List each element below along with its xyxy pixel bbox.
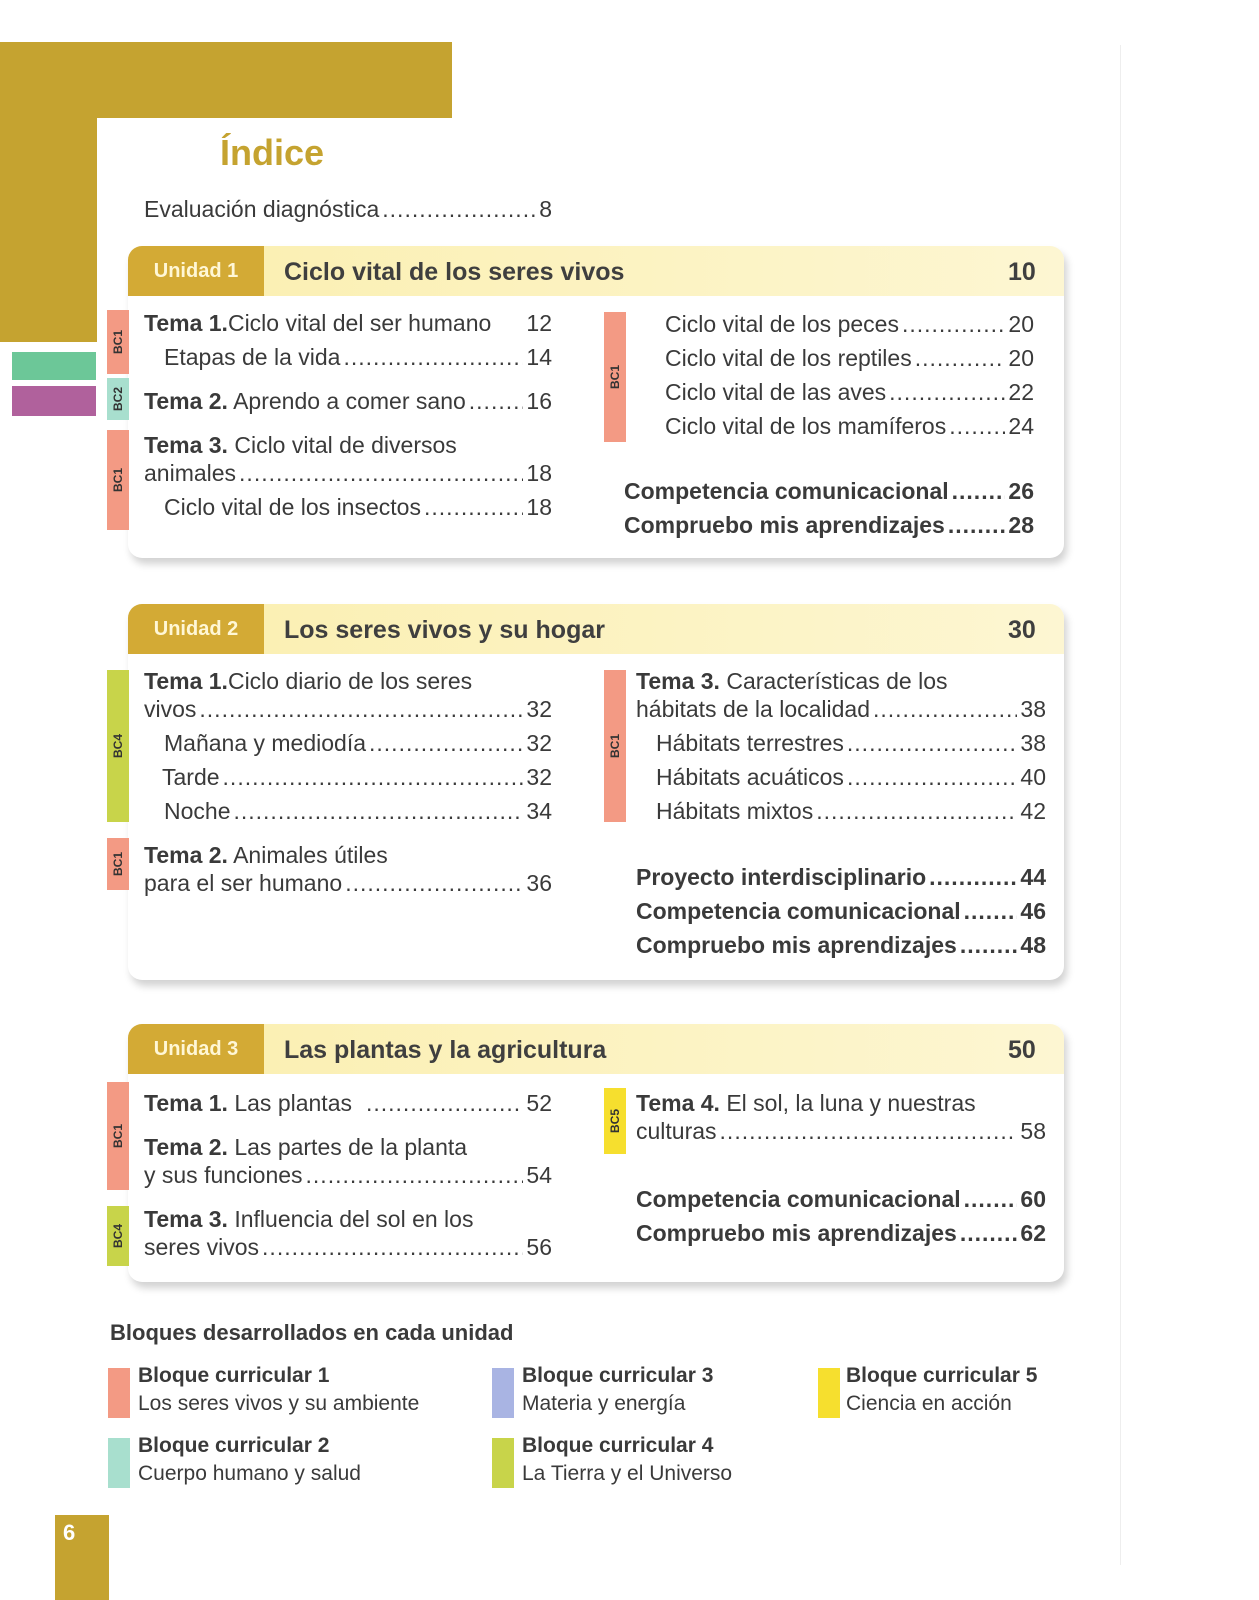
leader-dots bbox=[369, 730, 523, 757]
legend-swatch-bc4 bbox=[492, 1438, 514, 1488]
toc-entry-page: 56 bbox=[526, 1234, 552, 1260]
toc-entry-u1-insectos[interactable] bbox=[164, 494, 552, 521]
toc-entry-label: culturas bbox=[636, 1118, 717, 1144]
legend-name-bc3: Bloque curricular 3 bbox=[522, 1364, 714, 1387]
toc-entry-page: 46 bbox=[1020, 898, 1046, 924]
toc-entry-u1-mamiferos[interactable] bbox=[665, 413, 1034, 440]
toc-entry-u2-proyecto[interactable] bbox=[636, 864, 1046, 891]
leader-dots bbox=[847, 730, 1018, 757]
leader-dots bbox=[424, 494, 523, 521]
bc2-tag bbox=[107, 378, 129, 420]
legend-swatch-bc5 bbox=[818, 1368, 840, 1418]
leader-dots bbox=[343, 344, 523, 371]
tema-title: Animales útiles bbox=[233, 842, 388, 868]
toc-entry-u1-tema2[interactable] bbox=[144, 388, 552, 415]
toc-entry-label: Compruebo mis aprendizajes bbox=[624, 512, 945, 538]
toc-entry-label: Hábitats mixtos bbox=[656, 798, 814, 824]
toc-entry-u3-competencia[interactable] bbox=[636, 1186, 1046, 1213]
leader-dots bbox=[929, 864, 1017, 891]
tema-number: Tema 2. bbox=[144, 1134, 228, 1160]
decorative-green-strip bbox=[12, 352, 96, 380]
tema-number: Tema 3. bbox=[144, 432, 228, 458]
leader-dots bbox=[199, 696, 523, 723]
unit-3-page: 50 bbox=[1008, 1036, 1036, 1064]
unit-3-tag: Unidad 3 bbox=[128, 1024, 264, 1074]
leader-dots bbox=[949, 413, 1005, 440]
toc-entry-label: Etapas de la vida bbox=[164, 344, 341, 370]
bc-label: BC2 bbox=[111, 386, 125, 412]
tema-title: Las partes de la planta bbox=[234, 1134, 468, 1160]
toc-entry-page: 26 bbox=[1008, 478, 1034, 504]
decorative-gold-band-left bbox=[0, 42, 97, 342]
bc-label: BC1 bbox=[111, 1123, 125, 1149]
page-number: 6 bbox=[63, 1520, 76, 1545]
toc-entry-page: 16 bbox=[526, 388, 552, 414]
toc-entry-page: 32 bbox=[526, 764, 552, 790]
tema-title: El sol, la luna y nuestras bbox=[726, 1090, 976, 1116]
legend-swatch-bc2 bbox=[108, 1438, 130, 1488]
tema-title: Influencia del sol en los bbox=[234, 1206, 474, 1232]
tema-number: Tema 1. bbox=[144, 310, 228, 336]
toc-entry-label: Competencia comunicacional bbox=[624, 478, 949, 504]
toc-entry-u1-reptiles[interactable] bbox=[665, 345, 1034, 372]
toc-entry-u3-culturas[interactable] bbox=[636, 1118, 1046, 1145]
unit-1-title: Ciclo vital de los seres vivos bbox=[284, 258, 625, 286]
tema-number: Tema 3. bbox=[144, 1206, 228, 1232]
toc-entry-u2-compruebo[interactable] bbox=[636, 932, 1046, 959]
toc-entry-page: 36 bbox=[526, 870, 552, 896]
toc-entry-label: seres vivos bbox=[144, 1234, 260, 1260]
tema-title: Ciclo diario de los seres bbox=[227, 668, 473, 694]
toc-entry-u2-vivos[interactable] bbox=[144, 696, 552, 723]
toc-entry-u3-compruebo[interactable] bbox=[636, 1220, 1046, 1247]
toc-entry-label: Hábitats acuáticos bbox=[656, 764, 844, 790]
leader-dots bbox=[306, 1162, 524, 1189]
toc-entry-label: Tarde bbox=[162, 764, 220, 790]
leader-dots bbox=[262, 1234, 523, 1261]
legend-swatch-bc1 bbox=[108, 1368, 130, 1418]
toc-entry-u1-competencia[interactable] bbox=[624, 478, 1034, 505]
toc-entry-label: hábitats de la localidad bbox=[636, 696, 870, 722]
legend-title: Bloques desarrollados en cada unidad bbox=[110, 1320, 514, 1345]
toc-entry-u1-tema1[interactable] bbox=[144, 310, 552, 337]
toc-entry-u2-competencia[interactable] bbox=[636, 898, 1046, 925]
toc-entry-label: Compruebo mis aprendizajes bbox=[636, 932, 957, 958]
toc-entry-page: 62 bbox=[1020, 1220, 1046, 1246]
toc-entry-page: 44 bbox=[1020, 864, 1046, 890]
toc-entry-label: vivos bbox=[144, 696, 197, 722]
toc-entry-u2-habitats[interactable] bbox=[636, 696, 1046, 723]
leader-dots bbox=[964, 1186, 1018, 1213]
toc-entry-evaluacion[interactable] bbox=[144, 196, 552, 223]
toc-entry-u2-terrestres[interactable] bbox=[656, 730, 1046, 757]
toc-entry-label: Competencia comunicacional bbox=[636, 898, 961, 924]
toc-entry-page: 18 bbox=[526, 460, 552, 486]
toc-entry-u3-funciones[interactable] bbox=[144, 1162, 552, 1189]
bc4-tag bbox=[107, 1206, 129, 1266]
toc-entry-page: 58 bbox=[1020, 1118, 1046, 1144]
bc1-tag bbox=[107, 1082, 129, 1190]
toc-entry-label: Ciclo vital de los insectos bbox=[164, 494, 421, 520]
legend-desc-bc1: Los seres vivos y su ambiente bbox=[138, 1392, 420, 1415]
toc-entry-u3-tema2[interactable] bbox=[144, 1134, 467, 1161]
tema-number: Tema 2. bbox=[144, 842, 228, 868]
toc-entry-page: 12 bbox=[526, 310, 552, 336]
leader-dots bbox=[345, 870, 523, 897]
bc1-tag bbox=[107, 310, 129, 374]
leader-dots bbox=[960, 932, 1018, 959]
toc-entry-label: Compruebo mis aprendizajes bbox=[636, 1220, 957, 1246]
toc-entry-u2-mixtos[interactable] bbox=[656, 798, 1046, 825]
leader-dots bbox=[366, 1090, 523, 1117]
unit-2-title: Los seres vivos y su hogar bbox=[284, 616, 605, 644]
leader-dots bbox=[239, 460, 523, 487]
toc-entry-u1-compruebo[interactable] bbox=[624, 512, 1034, 539]
bc-label: BC1 bbox=[111, 851, 125, 877]
toc-entry-page: 24 bbox=[1008, 413, 1034, 439]
toc-entry-u3-tema1[interactable] bbox=[144, 1090, 552, 1117]
leader-dots bbox=[873, 696, 1017, 723]
toc-entry-label: Ciclo vital de los reptiles bbox=[665, 345, 912, 371]
toc-entry-page: 14 bbox=[526, 344, 552, 370]
toc-entry-label: animales bbox=[144, 460, 237, 486]
unit-3-title: Las plantas y la agricultura bbox=[284, 1036, 607, 1064]
decorative-purple-strip bbox=[12, 386, 96, 416]
toc-entry-u1-peces[interactable] bbox=[665, 311, 1034, 338]
toc-entry-u2-noche[interactable] bbox=[164, 798, 552, 825]
toc-entry-label: y sus funciones bbox=[144, 1162, 303, 1188]
legend-desc-bc5: Ciencia en acción bbox=[846, 1392, 1012, 1415]
toc-entry-page: 34 bbox=[526, 798, 552, 824]
leader-dots bbox=[233, 798, 523, 825]
legend-name-bc4: Bloque curricular 4 bbox=[522, 1434, 714, 1457]
bc1-tag bbox=[604, 312, 626, 442]
toc-entry-label: Ciclo vital de los peces bbox=[665, 311, 899, 337]
legend-swatch-bc3 bbox=[492, 1368, 514, 1418]
bc-label: BC1 bbox=[608, 733, 622, 759]
leader-dots bbox=[469, 388, 524, 415]
tema-number: Tema 1. bbox=[144, 668, 228, 694]
legend-name-bc2: Bloque curricular 2 bbox=[138, 1434, 330, 1457]
tema-title: Ciclo vital de diversos bbox=[234, 432, 457, 458]
legend-desc-bc3: Materia y energía bbox=[522, 1392, 686, 1415]
toc-entry-page: 20 bbox=[1008, 311, 1034, 337]
unit-2-tag: Unidad 2 bbox=[128, 604, 264, 654]
toc-entry-u2-manana[interactable] bbox=[164, 730, 552, 757]
toc-entry-u2-acuaticos[interactable] bbox=[656, 764, 1046, 791]
toc-entry-page: 52 bbox=[526, 1090, 552, 1116]
toc-entry-label: Mañana y mediodía bbox=[164, 730, 367, 756]
toc-entry-label: Ciclo vital de los mamíferos bbox=[665, 413, 947, 439]
bc1-tag bbox=[107, 838, 129, 890]
tema-title: Aprendo a comer sano bbox=[233, 388, 466, 414]
bc5-tag bbox=[604, 1088, 626, 1154]
toc-entry-page: 38 bbox=[1020, 696, 1046, 722]
tema-title: Ciclo vital del ser humano bbox=[227, 310, 492, 336]
page-edge-line bbox=[1120, 45, 1121, 1565]
toc-entry-page: 32 bbox=[526, 730, 552, 756]
leader-dots bbox=[948, 512, 1006, 539]
bc-label: BC1 bbox=[608, 364, 622, 390]
toc-entry-page: 48 bbox=[1020, 932, 1046, 958]
legend-desc-bc2: Cuerpo humano y salud bbox=[138, 1462, 361, 1485]
leader-dots bbox=[816, 798, 1017, 825]
tema-title: Características de los bbox=[726, 668, 948, 694]
toc-entry-u2-tema3[interactable] bbox=[636, 668, 947, 695]
toc-entry-label: Competencia comunicacional bbox=[636, 1186, 961, 1212]
toc-entry-u2-tema2[interactable] bbox=[144, 842, 388, 869]
legend-desc-bc4: La Tierra y el Universo bbox=[522, 1462, 733, 1485]
tema-number: Tema 3. bbox=[636, 668, 720, 694]
leader-dots bbox=[889, 379, 1005, 406]
toc-entry-page: 18 bbox=[526, 494, 552, 520]
leader-dots bbox=[964, 898, 1018, 925]
toc-entry-page: 42 bbox=[1020, 798, 1046, 824]
toc-entry-u1-animales[interactable] bbox=[144, 460, 552, 487]
leader-dots bbox=[952, 478, 1006, 505]
toc-entry-label: para el ser humano bbox=[144, 870, 343, 896]
toc-entry-page: 40 bbox=[1020, 764, 1046, 790]
toc-entry-u3-tema4[interactable] bbox=[636, 1090, 976, 1117]
leader-dots bbox=[902, 311, 1005, 338]
toc-entry-label: Noche bbox=[164, 798, 231, 824]
toc-entry-page: 32 bbox=[526, 696, 552, 722]
tema-title: Las plantas bbox=[234, 1090, 352, 1116]
toc-entry-page: 20 bbox=[1008, 345, 1034, 371]
toc-entry-u3-seres[interactable] bbox=[144, 1234, 552, 1261]
unit-2-page: 30 bbox=[1008, 616, 1036, 644]
bc1-tag bbox=[107, 430, 129, 530]
toc-entry-u2-tema1[interactable] bbox=[144, 668, 472, 695]
toc-entry-label: Hábitats terrestres bbox=[656, 730, 844, 756]
leader-dots bbox=[382, 196, 536, 223]
bc-label: BC5 bbox=[608, 1108, 622, 1134]
toc-entry-label: Evaluación diagnóstica bbox=[144, 196, 380, 222]
legend-name-bc5: Bloque curricular 5 bbox=[846, 1364, 1038, 1387]
bc1-tag bbox=[604, 670, 626, 822]
leader-dots bbox=[960, 1220, 1018, 1247]
toc-entry-u1-aves[interactable] bbox=[665, 379, 1034, 406]
page-title: Índice bbox=[220, 132, 325, 173]
leader-dots bbox=[720, 1118, 1018, 1145]
toc-entry-page: 8 bbox=[539, 196, 552, 222]
toc-entry-page: 28 bbox=[1008, 512, 1034, 538]
toc-entry-label: Ciclo vital de las aves bbox=[665, 379, 887, 405]
tema-number: Tema 1. bbox=[144, 1090, 228, 1116]
unit-1-tag: Unidad 1 bbox=[128, 246, 264, 296]
bc-label: BC1 bbox=[111, 329, 125, 355]
toc-entry-u1-tema3[interactable] bbox=[144, 432, 457, 459]
toc-entry-page: 60 bbox=[1020, 1186, 1046, 1212]
bc4-tag bbox=[107, 670, 129, 822]
toc-entry-page: 38 bbox=[1020, 730, 1046, 756]
bc-label: BC1 bbox=[111, 467, 125, 493]
toc-entry-u1-etapas[interactable] bbox=[164, 344, 552, 371]
toc-entry-u2-para[interactable] bbox=[144, 870, 552, 897]
bc-label: BC4 bbox=[111, 1223, 125, 1249]
toc-entry-label: Proyecto interdisciplinario bbox=[636, 864, 927, 890]
leader-dots bbox=[847, 764, 1017, 791]
bc-label: BC4 bbox=[111, 733, 125, 759]
toc-entry-page: 22 bbox=[1008, 379, 1034, 405]
tema-number: Tema 4. bbox=[636, 1090, 720, 1116]
legend-name-bc1: Bloque curricular 1 bbox=[138, 1364, 330, 1387]
leader-dots bbox=[223, 764, 524, 791]
toc-entry-u2-tarde[interactable] bbox=[162, 764, 552, 791]
toc-entry-page: 54 bbox=[526, 1162, 552, 1188]
leader-dots bbox=[915, 345, 1006, 372]
toc-entry-u3-tema3[interactable] bbox=[144, 1206, 473, 1233]
unit-1-page: 10 bbox=[1008, 258, 1036, 286]
tema-number: Tema 2. bbox=[144, 388, 228, 414]
